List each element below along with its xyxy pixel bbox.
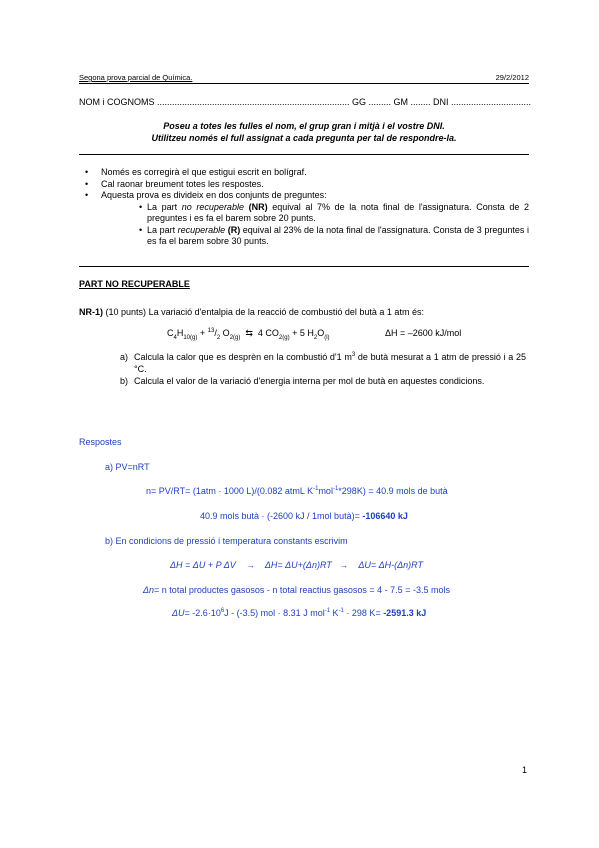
- answer-a-line1: n= PV/RT= (1atm · 1000 L)/(0.082 atmL $K^{-1}mol^{-1}*298K) = 40.9$ mols de butà: [146, 486, 448, 496]
- parts-list: [101, 202, 529, 248]
- answers-title: Respostes: [79, 437, 122, 447]
- header-date: 29/2/2012: [495, 73, 529, 82]
- section-title: PART NO RECUPERABLE: [79, 279, 190, 289]
- header-divider: [79, 83, 529, 84]
- header-course: Segona prova parcial de Química.: [79, 73, 193, 82]
- instruction-line-2: Utilitzeu només el full assignat a cada pregunta per tal de respondre-la.: [151, 133, 457, 143]
- answer-b-delta-n: Δn= n total productes gasosos - n total reactius gasosos = 4 - 7.5 = -3.5 mols: [143, 585, 450, 595]
- rule-item: • Només es corregirà el que estigui escrit en bolígraf.: [79, 167, 529, 179]
- page-number: 1: [521, 765, 527, 775]
- rules-list: [79, 167, 529, 248]
- sub-questions: [120, 351, 526, 387]
- answer-a-label: a) PV=nRT: [105, 462, 150, 472]
- student-id-line: NOM i COGNOMS ............................................................................. GG ......... GM ........ DNI ................................: [79, 97, 532, 107]
- divider-top: [79, 154, 529, 155]
- sub-question-b: b) Calcula el valor de la variació d'energia interna per mol de butà en aquestes condicions.: [120, 376, 485, 386]
- part-item-r: • La part recuperable (R) equival al 23% de la nota final de l'assignatura. Consta de 3 preguntes i es fa el barem sobre 30 punts.: [139, 225, 529, 248]
- rule-item: • Aquesta prova es divideix en dos conjunts de preguntes: • La part no recuperable (NR) equival al 7% de la nota final de l'assignatura. Consta de 2 preguntes i es fa el barem sobre 20 punts. • La part recuperable (R) equival al 23% de la nota final de l'assignatura. Consta de 3 preguntes i es fa el barem sobre 30 punts.: [79, 190, 529, 248]
- instruction-line-1: Poseu a totes les fulles el nom, el grup gran i mitjà i el vostre DNI.: [163, 121, 445, 131]
- answer-b-label: b) En condicions de pressió i temperatura constants escrivim: [105, 536, 348, 546]
- rule-item: • Cal raonar breument totes les respostes.: [79, 179, 529, 191]
- sub-question-a: a) Calcula la calor que es desprèn en la combustió d'1 $m^3$ de butà mesurat a 1 atm de pressió i a 25 °C.: [120, 352, 526, 374]
- question-heading: NR-1) (10 punts) La variació d'entalpia de la reacció de combustió del butà a 1 atm és:: [79, 307, 424, 317]
- reaction-equation: $C_4H_{10(g)} + ^{13}/_2$ $O_{2(g)}$ ⇆ 4 $CO_{2(g)} + 5$ $H_2O_{(l)}$: [167, 328, 330, 341]
- enthalpy-value: ΔH = –2600 kJ/mol: [385, 328, 462, 338]
- answer-b-relations: ΔH = ΔU + P ΔV → ΔH= ΔU+(Δn)RT → ΔU= ΔH-(Δn)RT: [170, 560, 424, 570]
- answer-b-delta-u: $\Delta U= -2.6\cdot 10^6J - (-3.5)$ mol · 8.31 J mol$^{-1}$ $K^{-1} \cdot 298$ K= -2591.3 kJ: [172, 608, 427, 618]
- answer-a-line2: 40.9 mols butà · (-2600 kJ / 1mol butà)= -106640 kJ: [200, 511, 408, 521]
- part-item-nr: • La part no recuperable (NR) equival al 7% de la nota final de l'assignatura. Consta de 2 preguntes i es fa el barem sobre 20 punts.: [139, 202, 529, 225]
- divider-section: [79, 266, 529, 267]
